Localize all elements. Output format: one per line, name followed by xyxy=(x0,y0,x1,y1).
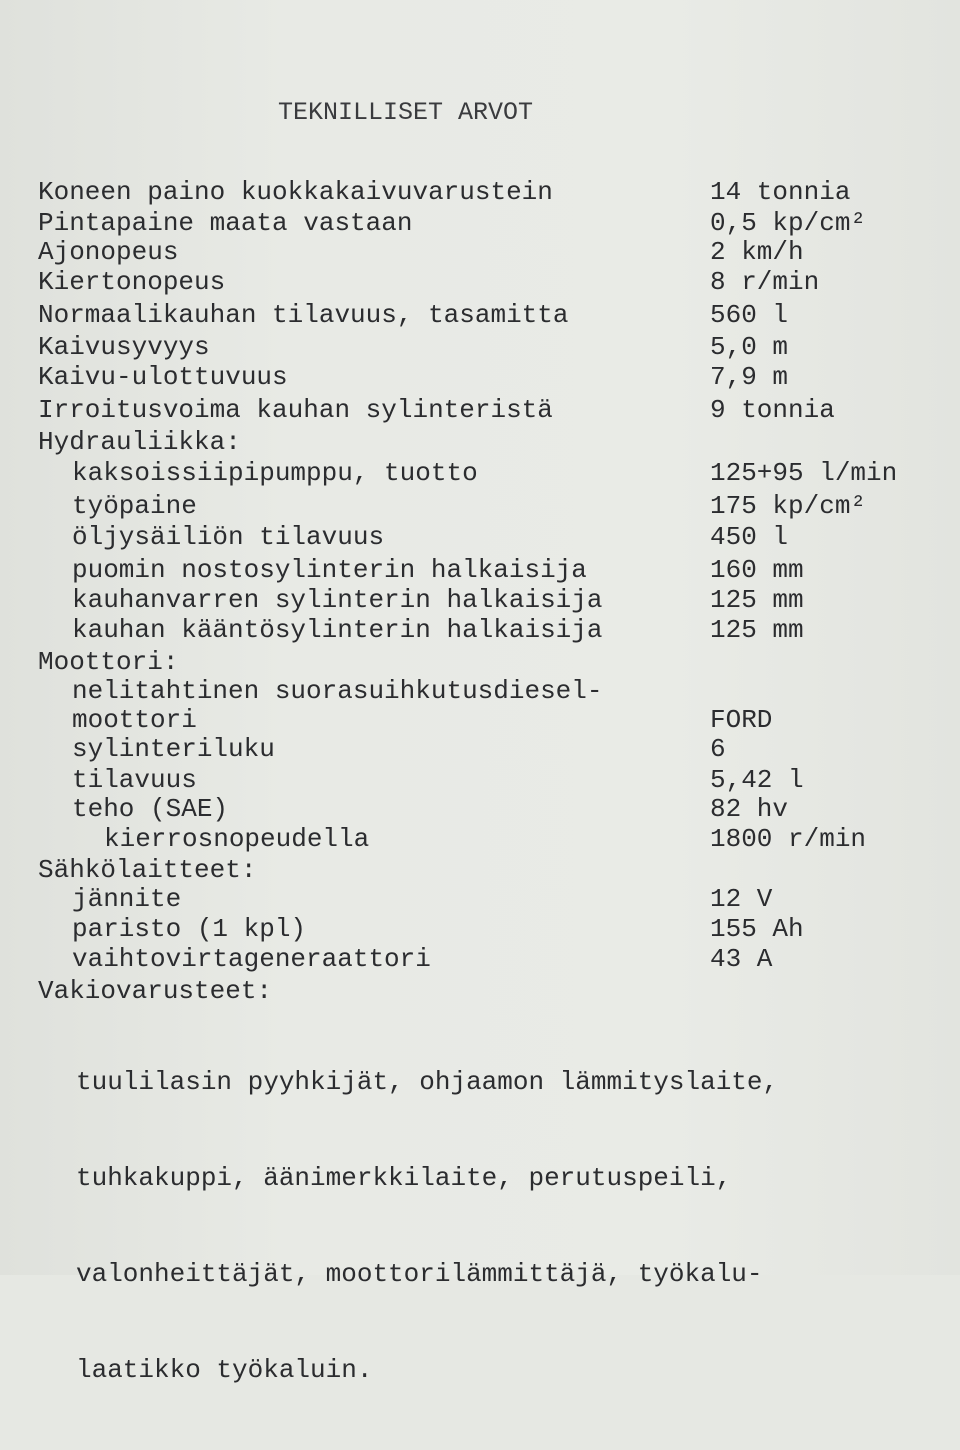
spec-label: Kaivusyvyys xyxy=(38,332,210,362)
equipment-line: valonheittäjät, moottorilämmittäjä, työkalu- xyxy=(76,1259,763,1289)
spec-row-dig-depth xyxy=(0,331,960,363)
section-label: Hydrauliikka: xyxy=(38,427,241,457)
spec-value: 8 r/min xyxy=(710,267,820,297)
spec-value: 14 tonnia xyxy=(710,177,851,207)
spec-value: 9 tonnia xyxy=(710,395,835,425)
section-heading-electrical xyxy=(0,854,960,886)
section-heading-hydraulics xyxy=(0,426,960,458)
spec-label: sylinteriluku xyxy=(72,734,275,764)
spec-label: Normaalikauhan tilavuus, tasamitta xyxy=(38,300,569,330)
spec-value: 1800 r/min xyxy=(710,824,867,854)
spec-row-power xyxy=(0,793,960,825)
spec-label: työpaine xyxy=(72,491,197,521)
spec-value: 125+95 l/min xyxy=(710,458,898,488)
spec-label: kauhanvarren sylinterin halkaisija xyxy=(72,585,603,615)
spec-row-alternator xyxy=(0,943,960,975)
spec-label: teho (SAE) xyxy=(72,794,229,824)
spec-row-cylinders xyxy=(0,733,960,765)
spec-row-rpm xyxy=(0,823,960,855)
section-label: Sähkölaitteet: xyxy=(38,855,257,885)
equipment-line: tuhkakuppi, äänimerkkilaite, perutuspeili, xyxy=(76,1163,732,1193)
spec-row-breakout-force xyxy=(0,394,960,426)
spec-row-displacement xyxy=(0,764,960,796)
spec-row-arm-cylinder xyxy=(0,584,960,616)
spec-value: 0,5 kp/cm² xyxy=(710,208,867,238)
spec-value: 5,42 l xyxy=(710,765,804,795)
spec-value: 125 mm xyxy=(710,615,804,645)
spec-row-engine-type xyxy=(0,675,960,707)
spec-row-weight xyxy=(0,176,960,208)
spec-row-pump xyxy=(0,457,960,489)
spec-label: nelitahtinen suorasuihkutusdiesel- xyxy=(72,676,603,706)
spec-value: 155 Ah xyxy=(710,914,804,944)
spec-label: vaihtovirtageneraattori xyxy=(72,944,431,974)
spec-value: 7,9 m xyxy=(710,362,789,392)
spec-label: Pintapaine maata vastaan xyxy=(38,208,413,238)
spec-label: Irroitusvoima kauhan sylinteristä xyxy=(38,395,553,425)
spec-label: kauhan kääntösylinterin halkaisija xyxy=(72,615,603,645)
spec-label: jännite xyxy=(72,884,182,914)
spec-value: FORD xyxy=(710,705,773,735)
spec-row-oil-tank xyxy=(0,521,960,553)
spec-label: Kiertonopeus xyxy=(38,267,226,297)
spec-value: 125 mm xyxy=(710,585,804,615)
section-heading-engine xyxy=(0,646,960,678)
spec-row-working-pressure xyxy=(0,490,960,522)
spec-row-engine-make xyxy=(0,704,960,736)
equipment-line: laatikko työkaluin. xyxy=(76,1355,373,1385)
spec-row-bucket-cylinder xyxy=(0,614,960,646)
spec-value: 12 V xyxy=(710,884,773,914)
spec-row-swing-speed xyxy=(0,266,960,298)
spec-value: 82 hv xyxy=(710,794,789,824)
spec-value: 2 km/h xyxy=(710,237,804,267)
spec-label: moottori xyxy=(72,705,197,735)
section-label: Moottori: xyxy=(38,647,179,677)
spec-value: 160 mm xyxy=(710,555,804,585)
section-label: Vakiovarusteet: xyxy=(38,976,273,1006)
spec-label: tilavuus xyxy=(72,765,197,795)
spec-row-reach xyxy=(0,361,960,393)
spec-row-voltage xyxy=(0,883,960,915)
spec-row-battery xyxy=(0,913,960,945)
spec-label: puomin nostosylinterin halkaisija xyxy=(72,555,587,585)
spec-label: paristo (1 kpl) xyxy=(72,914,307,944)
equipment-line: tuulilasin pyyhkijät, ohjaamon lämmityslaite, xyxy=(76,1067,779,1097)
spec-value: 6 xyxy=(710,734,726,764)
spec-value: 175 kp/cm² xyxy=(710,491,867,521)
spec-value: 5,0 m xyxy=(710,332,789,362)
spec-label: Kaivu-ulottuvuus xyxy=(38,362,288,392)
spec-label: öljysäiliön tilavuus xyxy=(72,522,385,552)
spec-label: Ajonopeus xyxy=(38,237,179,267)
spec-row-boom-cylinder xyxy=(0,554,960,586)
equipment-list xyxy=(76,1002,778,1450)
spec-row-ground-pressure xyxy=(0,207,960,239)
spec-row-bucket-volume xyxy=(0,299,960,331)
spec-value: 450 l xyxy=(710,522,789,552)
spec-value: 560 l xyxy=(710,300,789,330)
page-title: TEKNILLISET ARVOT xyxy=(278,98,534,127)
spec-value: 43 A xyxy=(710,944,773,974)
spec-row-travel-speed xyxy=(0,236,960,268)
spec-label: kaksoissiipipumppu, tuotto xyxy=(72,458,478,488)
spec-label: Koneen paino kuokkakaivuvarustein xyxy=(38,177,553,207)
spec-label: kierrosnopeudella xyxy=(104,824,370,854)
